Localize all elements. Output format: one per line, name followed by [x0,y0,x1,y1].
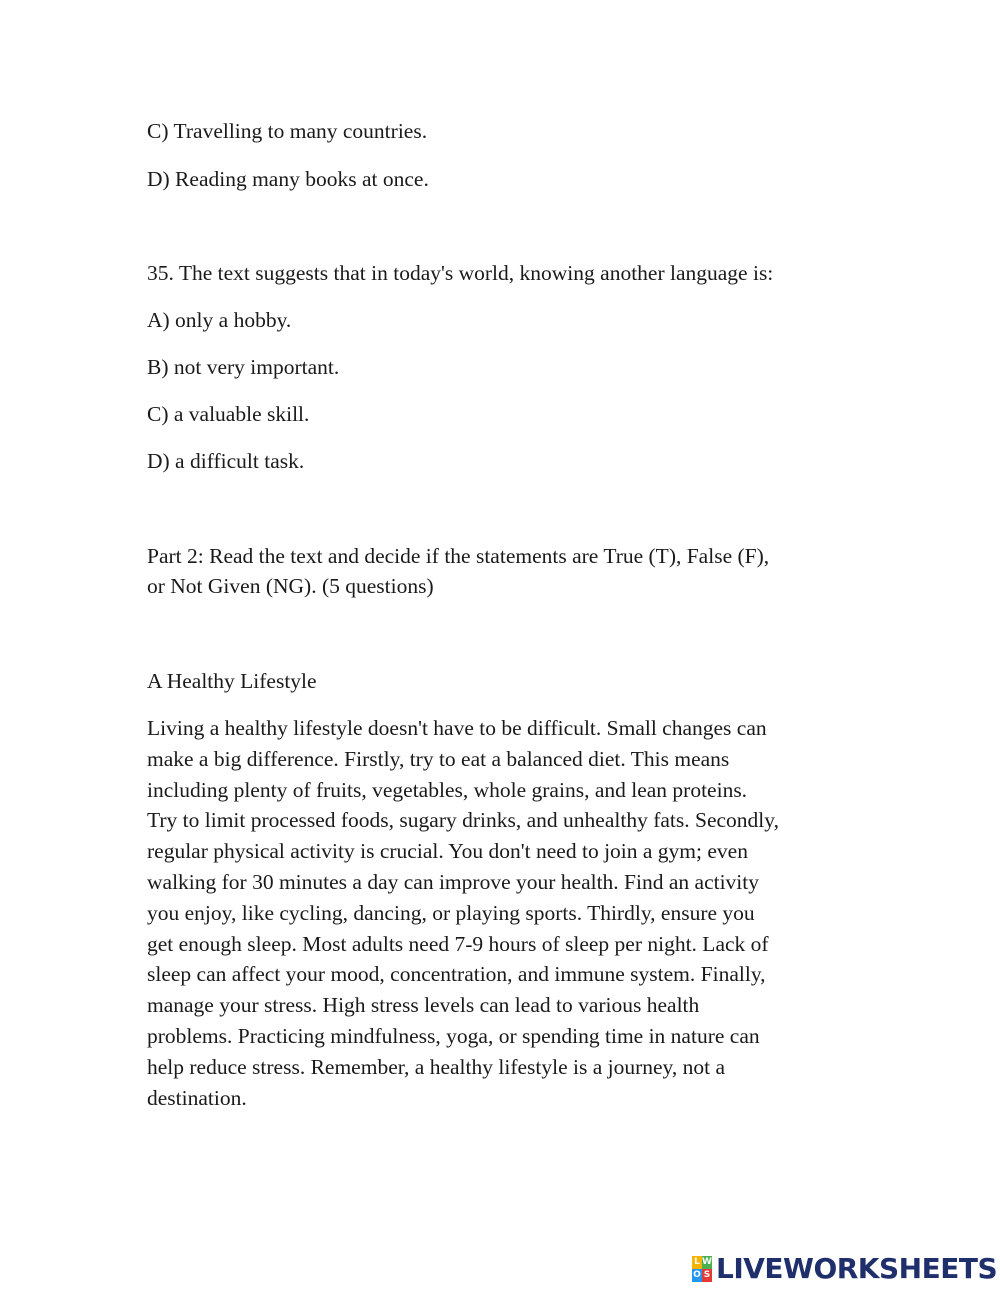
logo-text: LIVEWORKSHEETS [716,1252,998,1285]
liveworksheets-logo[interactable] [692,1254,997,1284]
logo-tile: O [693,1270,701,1280]
q35-option-a: A) only a hobby. [147,308,292,332]
q34-option-c: C) Travelling to many countries. [147,119,428,143]
reading-line: Living a healthy lifestyle doesn't have to be difficult. Small changes can [147,716,767,740]
logo-tile: L [692,1256,702,1269]
reading-title: A Healthy Lifestyle [147,669,317,693]
part2-instructions-line2: or Not Given (NG). (5 questions) [147,574,434,598]
reading-line: make a big difference. Firstly, try to eat a balanced diet. This means [147,746,730,771]
q34-option-d: D) Reading many books at once. [147,167,429,191]
reading-line: manage your stress. High stress levels can lead to various health [147,993,700,1018]
reading-line: walking for 30 minutes a day can improve your health. Find an activity [147,869,760,894]
reading-line: regular physical activity is crucial. You don't need to join a gym; even [147,839,748,864]
reading-line: destination. [147,1085,247,1110]
logo-tile: S [703,1270,711,1280]
reading-line: sleep can affect your mood, concentration, and immune system. Finally, [147,962,766,987]
q35-option-d: D) a difficult task. [147,449,305,473]
reading-line: problems. Practicing mindfulness, yoga, or spending time in nature can [147,1023,760,1048]
reading-line: get enough sleep. Most adults need 7-9 hours of sleep per night. Lack of [147,931,769,956]
q35-option-b: B) not very important. [147,355,340,379]
logo-tile: W [702,1257,712,1267]
part2-instructions-line1: Part 2: Read the text and decide if the statements are True (T), False (F), [147,544,770,568]
reading-line: you enjoy, like cycling, dancing, or playing sports. Thirdly, ensure you [147,900,755,925]
reading-passage [147,713,867,1113]
reading-line: help reduce stress. Remember, a healthy lifestyle is a journey, not a [147,1054,726,1079]
q35-option-c: C) a valuable skill. [147,402,310,426]
reading-line: including plenty of fruits, vegetables, whole grains, and lean proteins. [147,777,748,802]
logo-tiles-icon [692,1256,712,1282]
q35-prompt: 35. The text suggests that in today's world, knowing another language is: [147,261,774,285]
reading-line: Try to limit processed foods, sugary drinks, and unhealthy fats. Secondly, [147,808,779,833]
